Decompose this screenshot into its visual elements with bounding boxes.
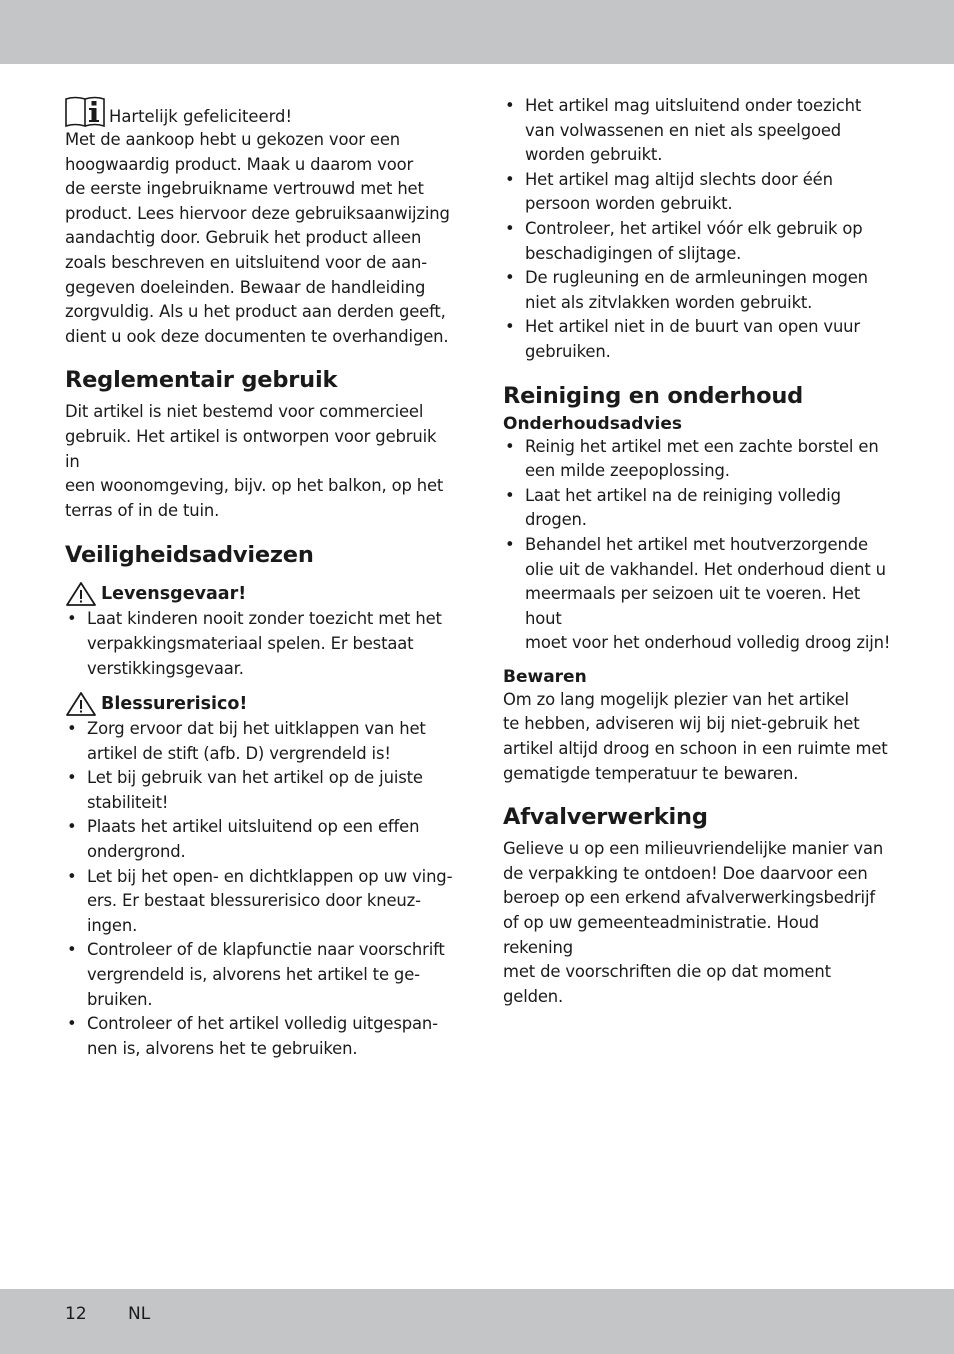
subheading-storage: Bewaren [503, 666, 587, 687]
text-line: ers. Er bestaat blessurerisico door kneuz- [87, 891, 421, 911]
text-line: Controleer, het artikel vóór elk gebruik op [525, 218, 863, 238]
list-item [503, 168, 893, 217]
text-line: Laat het artikel na de reiniging volledig [525, 485, 841, 505]
list-item [65, 1012, 453, 1061]
text-line: Laat kinderen nooit zonder toezicht met het [87, 609, 442, 629]
intended-use-paragraph [65, 400, 453, 523]
intro-greeting: Hartelijk gefeliciteerd! [109, 107, 293, 126]
text-line: artikel altijd droog en schoon in een ruimte met [503, 739, 888, 759]
header-band [0, 0, 954, 64]
text-line: Plaats het artikel uitsluitend op een effen [87, 817, 420, 837]
storage-paragraph [503, 688, 893, 786]
text-line: Het artikel mag altijd slechts door één [525, 169, 833, 189]
text-line: Het artikel niet in de buurt van open vuur [525, 317, 861, 337]
section-heading-disposal: Afvalverwerking [503, 804, 708, 831]
cleaning-list [503, 435, 893, 656]
text-line: vergrendeld is, alvorens het artikel te ge- [87, 965, 420, 985]
text-line: gegeven doeleinden. Bewaar de handleiding [65, 277, 426, 297]
text-line: de eerste ingebruikname vertrouwd met het [65, 179, 424, 199]
text-line: persoon worden gebruikt. [525, 194, 733, 214]
text-line: terras of in de tuin. [65, 500, 220, 520]
text-line: zorgvuldig. Als u het product aan derden geeft, [65, 302, 446, 322]
text-line: drogen. [525, 510, 587, 530]
injury-list [65, 717, 453, 1061]
list-item [65, 607, 453, 681]
right-column [503, 94, 893, 1009]
text-line: bruiken. [87, 989, 153, 1009]
text-line: verstikkingsgevaar. [87, 658, 244, 678]
text-line: dient u ook deze documenten te overhandigen. [65, 326, 449, 346]
text-line: gebruik. Het artikel is ontworpen voor gebruik in [65, 426, 437, 471]
danger-list [65, 607, 453, 681]
text-line: verpakkingsmateriaal spelen. Er bestaat [87, 633, 414, 653]
warning-triangle-icon [65, 691, 97, 717]
text-line: ingen. [87, 915, 138, 935]
text-line: Het artikel mag uitsluitend onder toezicht [525, 96, 862, 115]
text-line: een woonomgeving, bijv. op het balkon, op het [65, 476, 444, 496]
text-line: Controleer of de klapfunctie naar voorschrift [87, 940, 445, 960]
section-heading-intended-use: Reglementair gebruik [65, 367, 338, 394]
list-item [65, 815, 453, 864]
text-line: met de voorschriften die op dat moment gelden. [503, 962, 831, 1006]
safety-continued-list [503, 94, 893, 365]
text-line: nen is, alvorens het te gebruiken. [87, 1038, 358, 1058]
manual-info-icon [65, 94, 107, 128]
list-item [65, 938, 453, 1012]
list-item [503, 435, 893, 484]
text-line: Gelieve u op een milieuvriendelijke manier van [503, 839, 884, 859]
text-line: een milde zeepoplossing. [525, 461, 730, 481]
text-line: te hebben, adviseren wij bij niet-gebruik het [503, 714, 860, 734]
warning-danger-label: Levensgevaar! [101, 584, 247, 605]
text-line: moet voor het onderhoud volledig droog zijn! [525, 633, 891, 653]
page-number: 12 [65, 1304, 87, 1324]
text-line: gematigde temperatuur te bewaren. [503, 763, 799, 783]
warning-triangle-icon [65, 581, 97, 607]
text-line: olie uit de vakhandel. Het onderhoud dient u [525, 559, 886, 579]
text-line: Behandel het artikel met houtverzorgende [525, 534, 868, 554]
list-item [503, 217, 893, 266]
text-line: Zorg ervoor dat bij het uitklappen van het [87, 719, 426, 739]
list-item [503, 315, 893, 364]
warning-injury-heading [65, 691, 453, 717]
text-line: Let bij het open- en dichtklappen op uw ving- [87, 866, 453, 886]
section-heading-cleaning: Reiniging en onderhoud [503, 382, 804, 409]
text-line: niet als zitvlakken worden gebruikt. [525, 292, 813, 312]
text-line: de verpakking te ontdoen! Doe daarvoor een [503, 863, 868, 883]
text-line: Controleer of het artikel volledig uitgespan- [87, 1014, 438, 1034]
text-line: beroep op een erkend afvalverwerkingsbedrijf [503, 888, 875, 908]
list-item [503, 94, 893, 168]
text-line: of op uw gemeenteadministratie. Houd rekening [503, 913, 820, 957]
text-line: stabiliteit! [87, 792, 169, 812]
text-line: van volwassenen en niet als speelgoed [525, 120, 842, 140]
text-line: beschadigingen of slijtage. [525, 243, 742, 263]
warning-danger-heading [65, 581, 453, 607]
text-line: Met de aankoop hebt u gekozen voor een [65, 130, 400, 149]
section-heading-safety: Veiligheidsadviezen [65, 542, 314, 569]
language-code: NL [128, 1304, 151, 1324]
list-item [503, 533, 893, 656]
text-line: gebruiken. [525, 341, 611, 361]
text-line: Om zo lang mogelijk plezier van het artikel [503, 689, 849, 709]
text-line: Dit artikel is niet bestemd voor commercieel [65, 402, 424, 422]
text-line: zoals beschreven en uitsluitend voor de aan- [65, 252, 428, 272]
list-item [65, 766, 453, 815]
list-item [65, 717, 453, 766]
text-line: ondergrond. [87, 842, 186, 862]
warning-injury-label: Blessurerisico! [101, 694, 248, 715]
list-item [503, 266, 893, 315]
text-line: artikel de stift (afb. D) vergrendeld is! [87, 743, 391, 763]
text-line: Let bij gebruik van het artikel op de juiste [87, 768, 423, 788]
subheading-maintenance: Onderhoudsadvies [503, 413, 683, 434]
intro-heading [65, 94, 453, 128]
text-line: worden gebruikt. [525, 145, 663, 165]
text-line: De rugleuning en de armleuningen mogen [525, 268, 868, 288]
intro-paragraph [65, 128, 453, 349]
text-line: Reinig het artikel met een zachte borstel en [525, 436, 879, 456]
text-line: aandachtig door. Gebruik het product alleen [65, 228, 422, 248]
list-item [503, 484, 893, 533]
text-line: meermaals per seizoen uit te voeren. Het hout [525, 584, 861, 628]
text-line: product. Lees hiervoor deze gebruiksaanwijzing [65, 203, 450, 223]
text-line: hoogwaardig product. Maak u daarom voor [65, 154, 414, 174]
disposal-paragraph [503, 837, 893, 1009]
list-item [65, 865, 453, 939]
left-column [65, 94, 453, 1061]
